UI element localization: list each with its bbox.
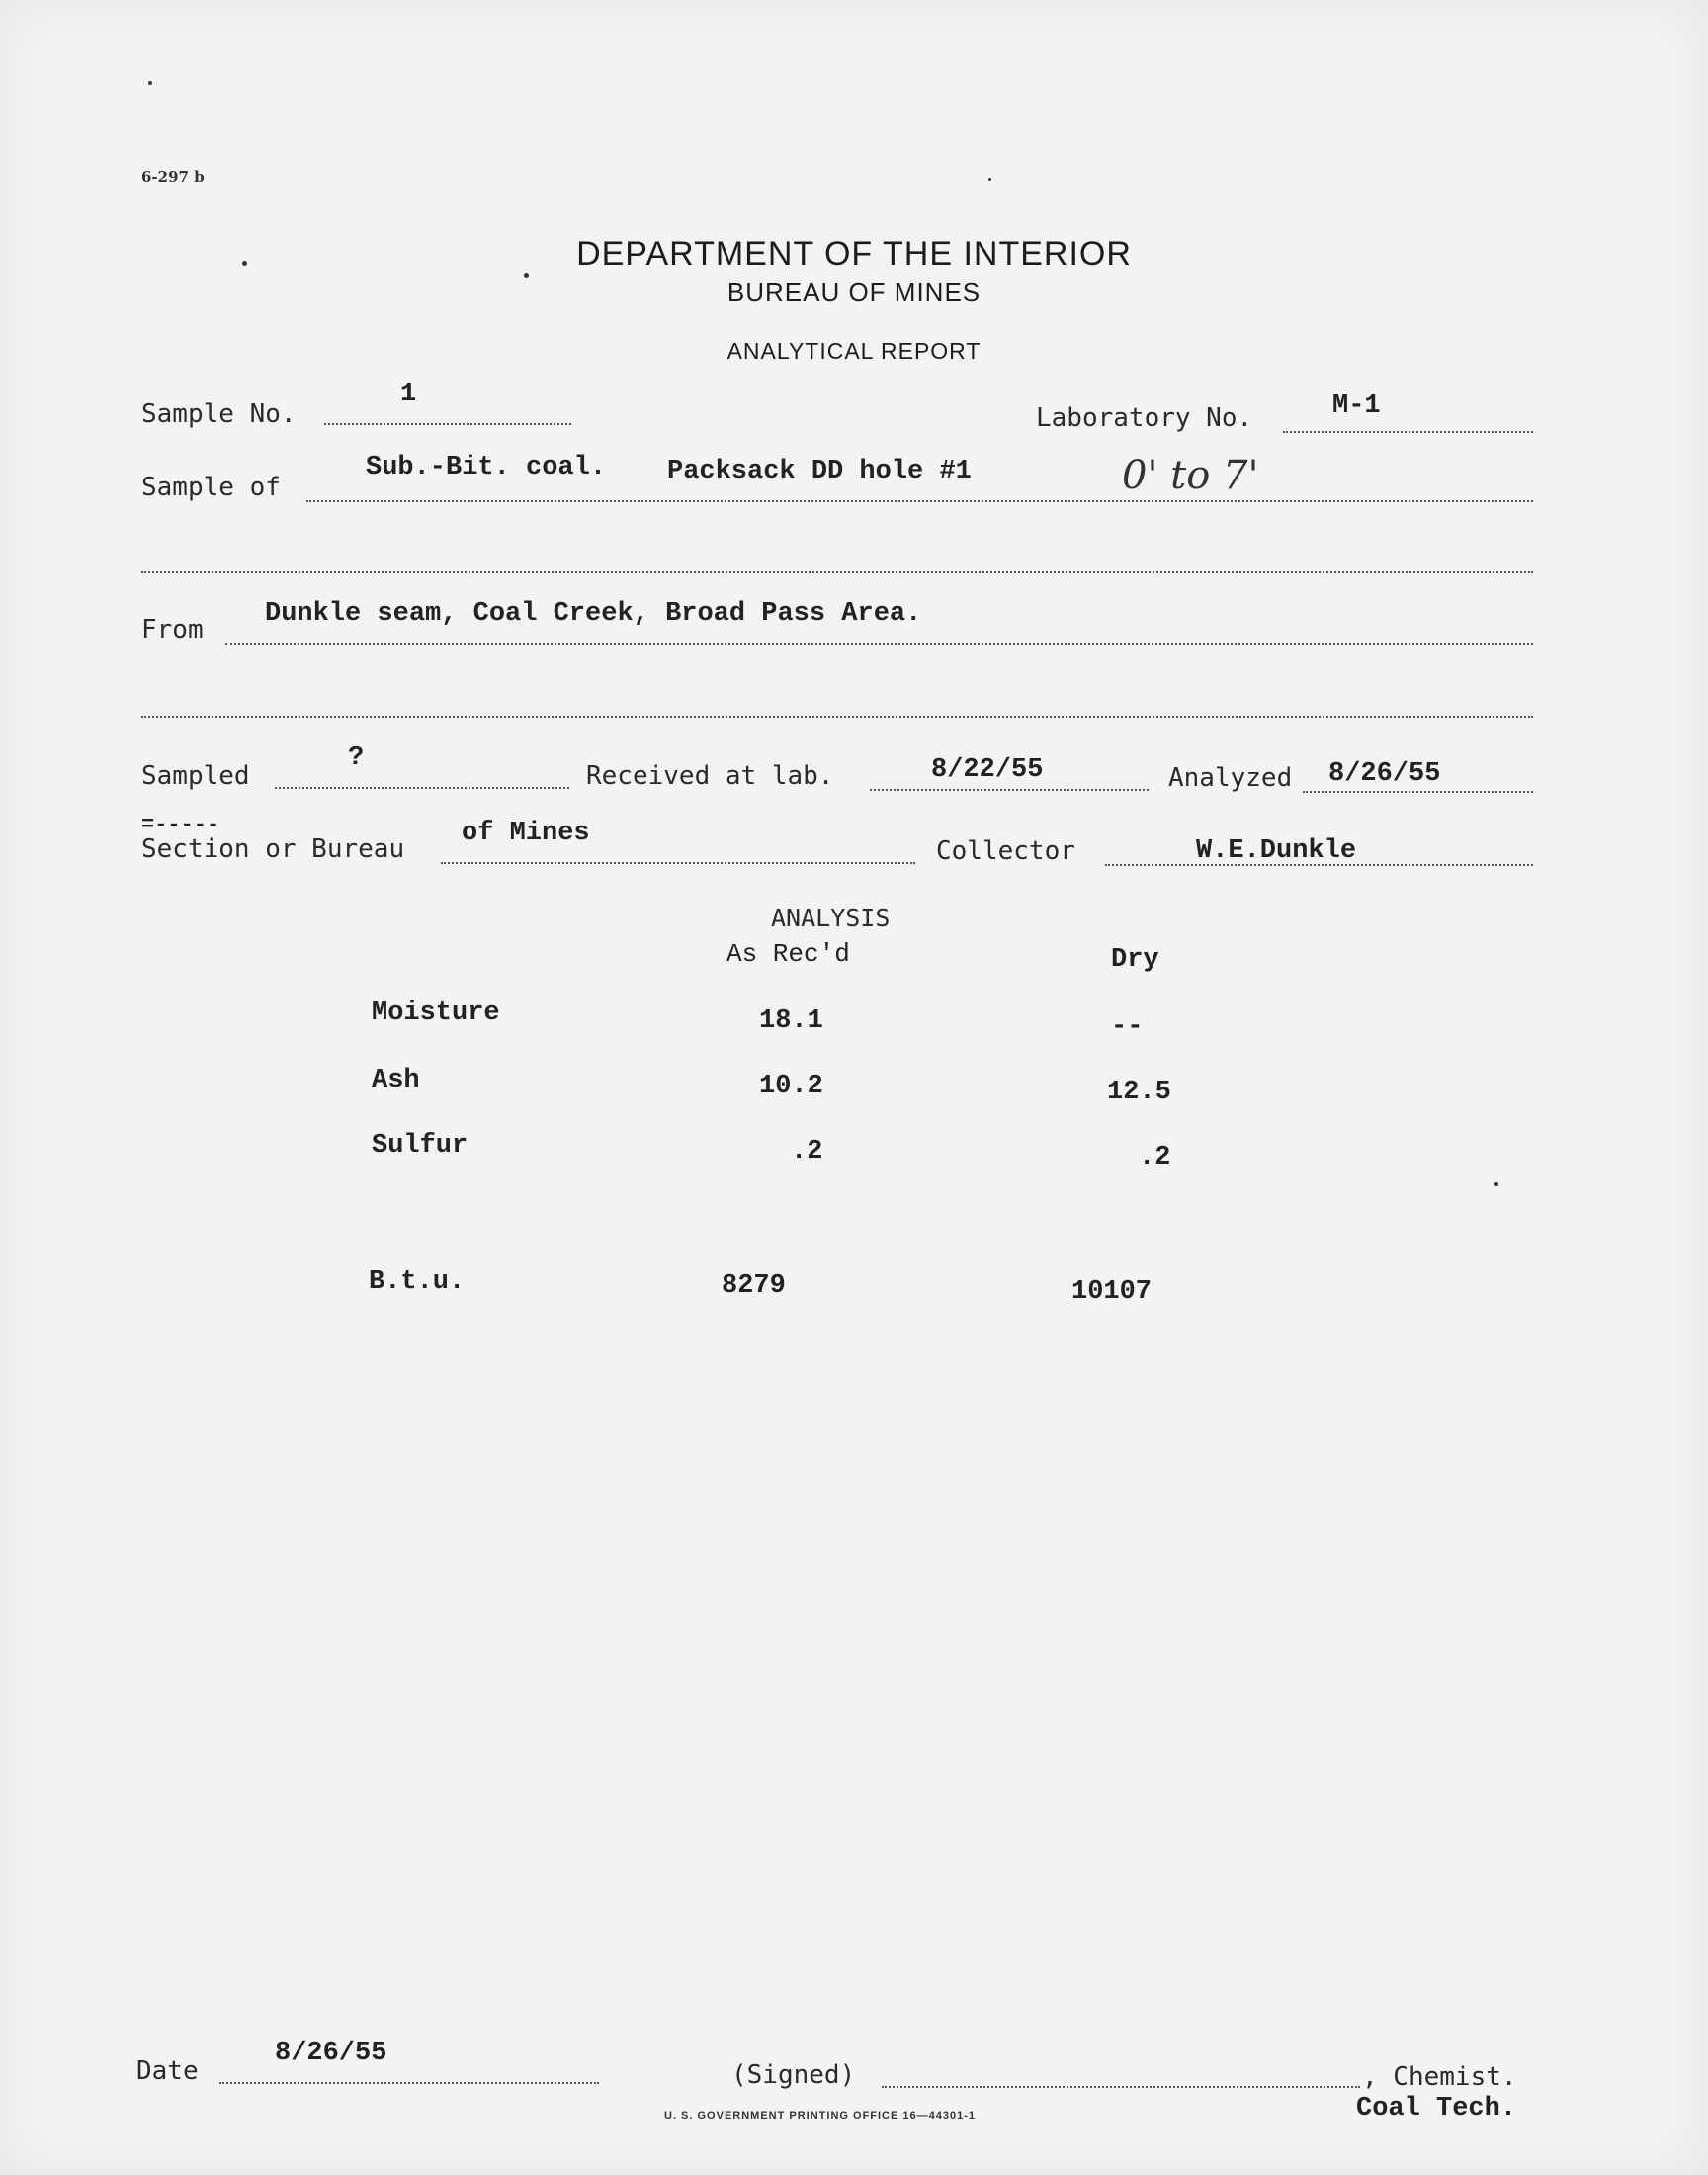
sample-of-line-2 — [141, 571, 1533, 573]
scan-speck — [988, 178, 991, 181]
form-code: 6-297 b — [141, 168, 205, 186]
department-title: DEPARTMENT OF THE INTERIOR — [576, 235, 1132, 273]
laboratory-no-label: Laboratory No. — [1036, 403, 1253, 433]
chemist-label: , Chemist. — [1362, 2062, 1517, 2092]
analyzed-line — [1303, 791, 1533, 793]
cell-dry: 10107 — [1071, 1277, 1153, 1307]
from-line — [225, 643, 1533, 645]
row-label-sulfur: Sulfur — [372, 1131, 469, 1161]
coal-tech-title: Coal Tech. — [1356, 2094, 1517, 2124]
sample-of-value-hole: Packsack DD hole #1 — [667, 457, 972, 486]
sample-of-label: Sample of — [141, 473, 281, 502]
cell-as-recd: 8279 — [722, 1271, 786, 1301]
cell-as-recd: .2 — [791, 1137, 823, 1167]
collector-label: Collector — [936, 836, 1075, 866]
row-label-ash: Ash — [372, 1066, 420, 1095]
signed-label: (Signed) — [731, 2060, 856, 2090]
received-line — [870, 789, 1149, 791]
column-dry: Dry — [1111, 945, 1159, 975]
cell-as-recd: 18.1 — [759, 1006, 823, 1036]
analyzed-label: Analyzed — [1168, 763, 1293, 793]
row-label-moisture: Moisture — [372, 999, 500, 1028]
date-label: Date — [136, 2056, 199, 2086]
date-value: 8/26/55 — [275, 2039, 387, 2068]
sampled-line — [275, 787, 569, 789]
report-title: ANALYTICAL REPORT — [726, 338, 982, 364]
from-label: From — [141, 615, 204, 645]
cell-dry: -- — [1111, 1012, 1144, 1042]
column-as-recd: As Rec'd — [726, 939, 850, 969]
signature-line — [882, 2086, 1360, 2088]
from-line-2 — [141, 716, 1533, 718]
sample-of-line — [306, 500, 1533, 502]
scan-speck — [148, 81, 152, 85]
sample-no-label: Sample No. — [141, 399, 297, 429]
date-line — [219, 2082, 599, 2084]
sample-of-value-material: Sub.-Bit. coal. — [366, 453, 607, 482]
laboratory-no-value: M-1 — [1332, 392, 1381, 421]
cell-dry: 12.5 — [1107, 1078, 1171, 1107]
sample-no-value: 1 — [400, 380, 417, 409]
cell-dry: .2 — [1139, 1143, 1171, 1173]
bureau-title: BUREAU OF MINES — [726, 277, 982, 306]
from-value: Dunkle seam, Coal Creek, Broad Pass Area. — [265, 599, 922, 629]
row-label-btu: B.t.u. — [369, 1267, 466, 1297]
sample-no-line — [324, 423, 571, 425]
section-line — [441, 862, 915, 864]
collector-value: W.E.Dunkle — [1196, 836, 1357, 866]
laboratory-no-line — [1283, 431, 1533, 433]
analysis-title: ANALYSIS — [771, 904, 891, 932]
scan-speck — [1494, 1182, 1498, 1186]
received-label: Received at lab. — [586, 761, 834, 791]
section-strikeout: =----- — [141, 813, 220, 837]
cell-as-recd: 10.2 — [759, 1072, 823, 1101]
analyzed-value: 8/26/55 — [1328, 759, 1441, 789]
sampled-label: Sampled — [141, 761, 250, 791]
handwritten-depth: 0' to 7' — [1122, 453, 1259, 498]
section-value: of Mines — [462, 819, 590, 848]
section-label: Section or Bureau — [141, 834, 405, 864]
printing-office-imprint: U. S. GOVERNMENT PRINTING OFFICE 16—44301-1 — [664, 2110, 977, 2122]
sampled-value: ? — [348, 743, 365, 773]
received-value: 8/22/55 — [931, 755, 1044, 785]
